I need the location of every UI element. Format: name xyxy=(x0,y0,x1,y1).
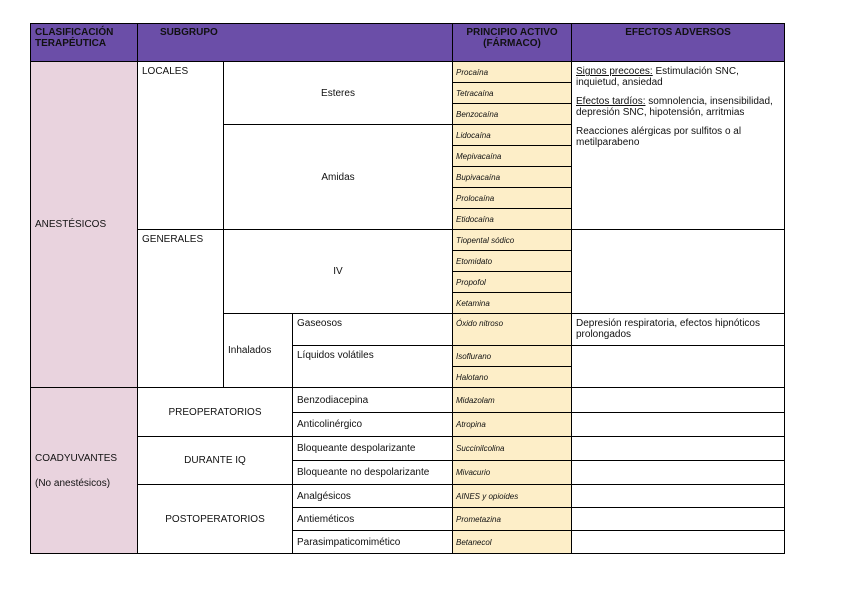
precoces-label: Signos precoces: xyxy=(576,66,653,77)
drug-prolocaina: Prolocaína xyxy=(453,188,572,209)
iv-efectos-cell xyxy=(572,230,785,314)
drug-halotano: Halotano xyxy=(453,367,572,388)
iv-cell: IV xyxy=(224,230,453,314)
inhalados-cell: Inhalados xyxy=(224,314,293,388)
drug-tetracaina: Tetracaína xyxy=(453,83,572,104)
gaseosos-cell: Gaseosos xyxy=(293,314,453,346)
drug-benzocaina: Benzocaína xyxy=(453,104,572,125)
pharmacology-table xyxy=(30,23,785,554)
table-row xyxy=(31,437,785,461)
efecto-empty xyxy=(572,485,785,508)
drug-isoflurano: Isoflurano xyxy=(453,346,572,367)
alergicas-text: Reacciones alérgicas por sulfitos o al metilparabeno xyxy=(576,126,742,148)
drug-midazolam: Midazolam xyxy=(453,388,572,413)
type-parasimpatico: Parasimpaticomimético xyxy=(293,531,453,554)
gaseosos-efecto: Depresión respiratoria, efectos hipnóticos prolongados xyxy=(572,314,785,346)
esteres-cell: Esteres xyxy=(224,62,453,125)
drug-mepivacaina: Mepivacaína xyxy=(453,146,572,167)
anestesicos-cell: ANESTÉSICOS xyxy=(31,62,138,388)
type-anticolinergico: Anticolinérgico xyxy=(293,413,453,437)
drug-etidocaina: Etidocaína xyxy=(453,209,572,230)
header-clasificacion: CLASIFICACIÓN TERAPÉUTICA xyxy=(31,24,138,62)
drug-succinilcolina: Succinilcolina xyxy=(453,437,572,461)
efecto-empty xyxy=(572,508,785,531)
locales-cell: LOCALES xyxy=(138,62,224,230)
header-efectos: EFECTOS ADVERSOS xyxy=(572,24,785,62)
table-row xyxy=(31,62,785,83)
drug-tiopental: Tiopental sódico xyxy=(453,230,572,251)
amidas-cell: Amidas xyxy=(224,125,453,230)
drug-prometazina: Prometazina xyxy=(453,508,572,531)
coadyuvantes-label: COADYUVANTES xyxy=(35,452,118,464)
drug-lidocaina: Lidocaína xyxy=(453,125,572,146)
header-subgrupo: SUBGRUPO xyxy=(138,24,453,62)
type-bloqueante-desp: Bloqueante despolarizante xyxy=(293,437,453,461)
header-row xyxy=(31,24,785,62)
efecto-empty xyxy=(572,531,785,554)
coadyuvantes-cell xyxy=(31,388,138,554)
drug-ketamina: Ketamina xyxy=(453,293,572,314)
efecto-empty xyxy=(572,437,785,461)
table-row xyxy=(31,388,785,413)
drug-betanecol: Betanecol xyxy=(453,531,572,554)
type-benzodiacepina: Benzodiacepina xyxy=(293,388,453,413)
liquidos-efectos-cell xyxy=(572,346,785,388)
generales-cell: GENERALES xyxy=(138,230,224,388)
postoperatorios-cell: POSTOPERATORIOS xyxy=(138,485,293,554)
table-row xyxy=(31,485,785,508)
preoperatorios-cell: PREOPERATORIOS xyxy=(138,388,293,437)
precoces-text: Estimulación SNC, inquietud, ansiedad xyxy=(576,66,739,88)
tardios-text: somnolencia, insensibilidad, depresión SNC, hipotensión, arritmias xyxy=(576,96,773,118)
liquidos-cell: Líquidos volátiles xyxy=(293,346,453,388)
drug-mivacurio: Mivacurio xyxy=(453,461,572,485)
drug-oxido-nitroso: Óxido nitroso xyxy=(453,314,572,346)
efecto-empty xyxy=(572,413,785,437)
tardios-label: Efectos tardíos: xyxy=(576,96,646,107)
coadyuvantes-sublabel: (No anestésicos) xyxy=(35,477,111,489)
drug-atropina: Atropina xyxy=(453,413,572,437)
efecto-empty xyxy=(572,461,785,485)
drug-aines: AINES y opioides xyxy=(453,485,572,508)
header-principio: PRINCIPIO ACTIVO (FÁRMACO) xyxy=(453,24,572,62)
drug-etomidato: Etomidato xyxy=(453,251,572,272)
drug-propofol: Propofol xyxy=(453,272,572,293)
type-bloqueante-no-desp: Bloqueante no despolarizante xyxy=(293,461,453,485)
locales-efectos-cell xyxy=(572,62,785,230)
type-analgesicos: Analgésicos xyxy=(293,485,453,508)
type-antiemeticos: Antieméticos xyxy=(293,508,453,531)
drug-procaina: Procaína xyxy=(453,62,572,83)
table-row xyxy=(31,230,785,251)
drug-bupivacaina: Bupivacaína xyxy=(453,167,572,188)
efecto-empty xyxy=(572,388,785,413)
durante-cell: DURANTE IQ xyxy=(138,437,293,485)
